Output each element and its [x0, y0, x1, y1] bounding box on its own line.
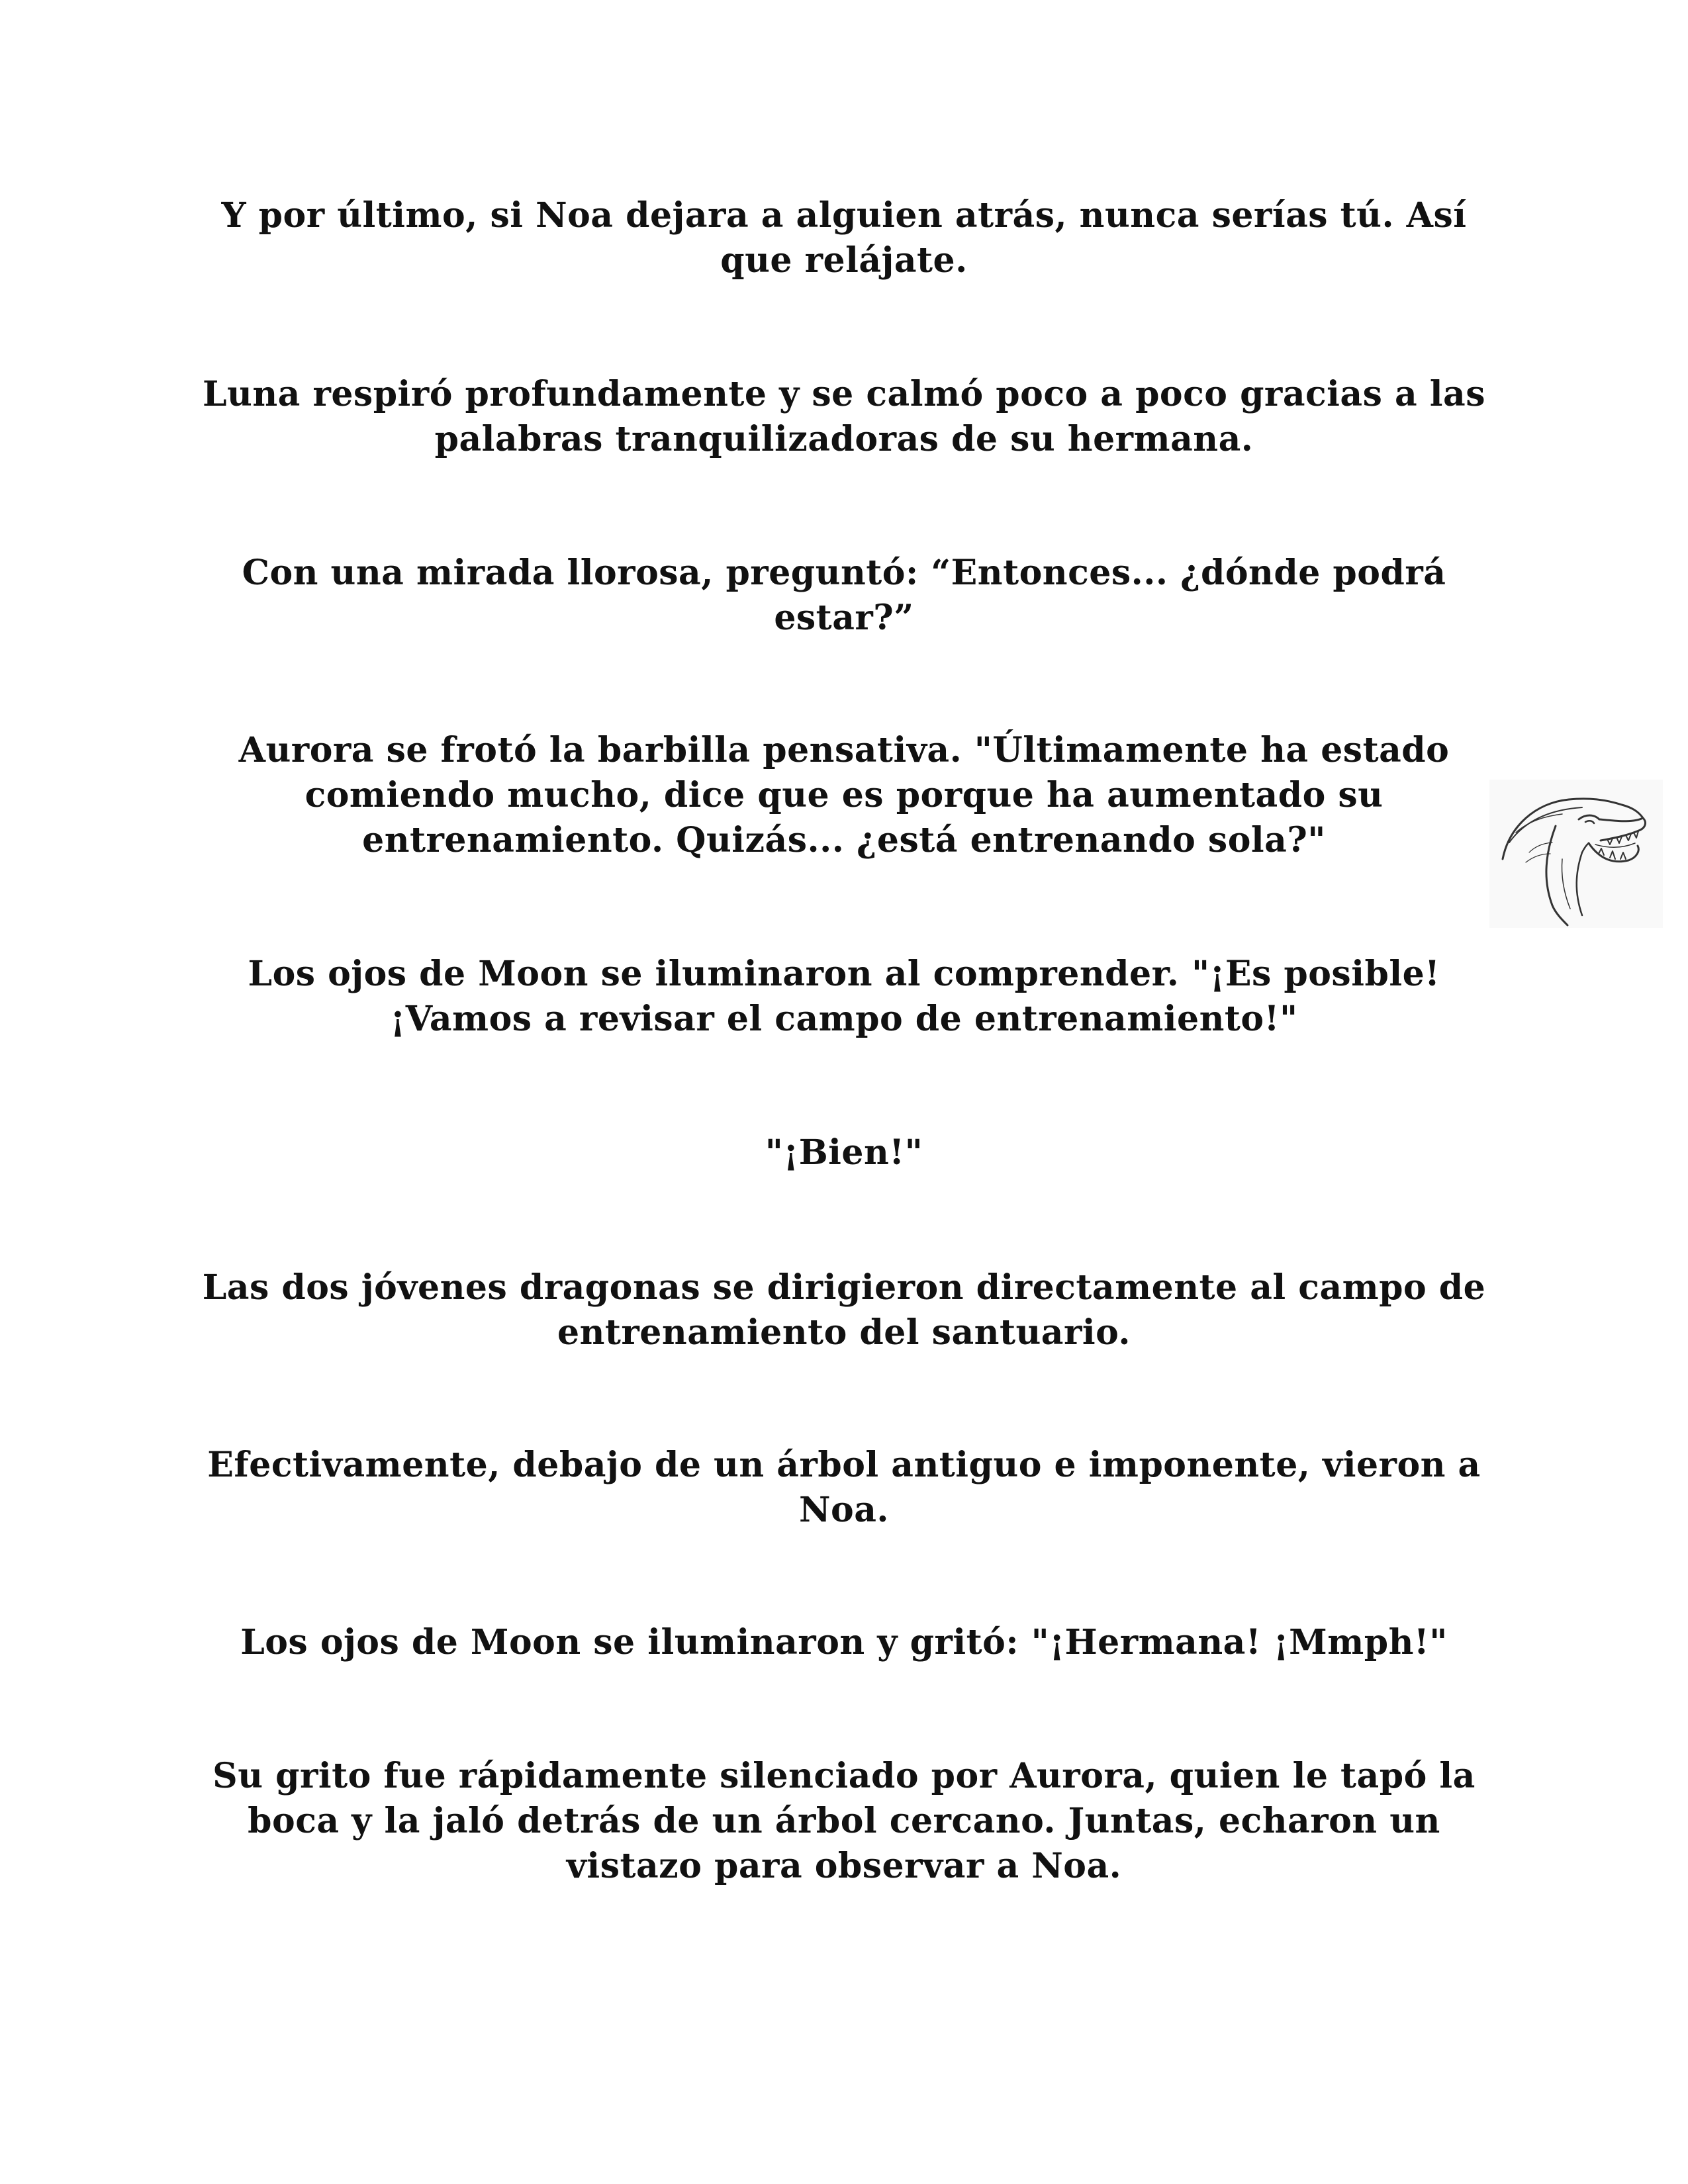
paragraph-7: Las dos jóvenes dragonas se dirigieron directamente al campo de entrenamiento del santuario. [202, 1267, 1486, 1353]
dinosaur-sketch-icon [1489, 780, 1663, 928]
paragraph-6: "¡Bien!" [765, 1132, 923, 1173]
paragraph-1: Y por último, si Noa dejara a alguien atrás, nunca serías tú. Así que relájate. [221, 195, 1467, 281]
paragraph-4: Aurora se frotó la barbilla pensativa. "Últimamente ha estado comiendo mucho, dice que es porque ha aumentado su entrenamiento. Quizás... ¿está entrenando sola?" [238, 730, 1450, 860]
paragraph-10: Su grito fue rápidamente silenciado por Aurora, quien le tapó la boca y la jaló detrás de un árbol cercano. Juntas, echaron un vistazo para observar a Noa. [212, 1756, 1476, 1886]
paragraph-5: Los ojos de Moon se iluminaron al comprender. "¡Es posible! ¡Vamos a revisar el campo de entrenamiento!" [248, 954, 1440, 1039]
paragraph-3: Con una mirada llorosa, preguntó: “Entonces... ¿dónde podrá estar?” [242, 553, 1446, 638]
paragraph-8: Efectivamente, debajo de un árbol antiguo e imponente, vieron a Noa. [207, 1445, 1481, 1530]
paragraph-2: Luna respiró profundamente y se calmó poco a poco gracias a las palabras tranquilizadoras de su hermana. [202, 374, 1486, 459]
paragraph-9: Los ojos de Moon se iluminaron y gritó: "¡Hermana! ¡Mmph!" [240, 1622, 1448, 1662]
